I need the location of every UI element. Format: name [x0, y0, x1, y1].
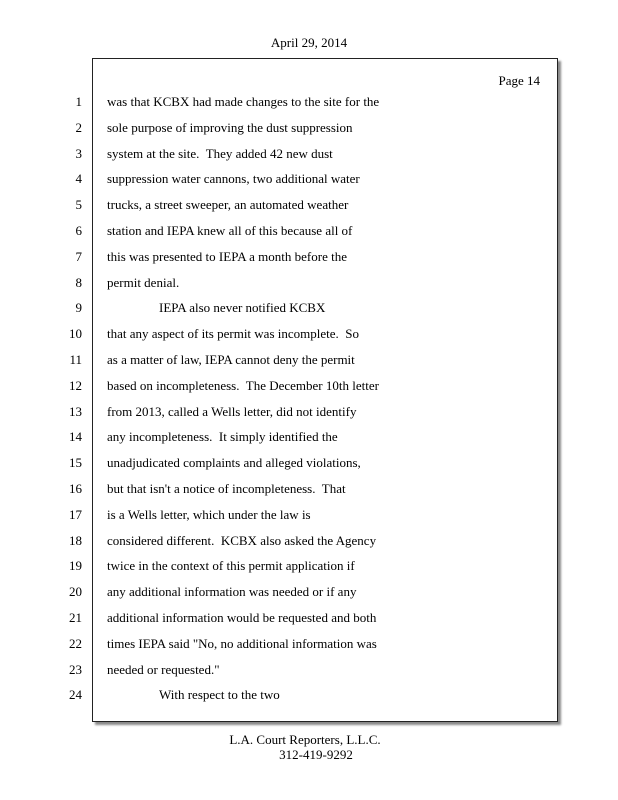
line-number: 11 [69, 351, 82, 367]
transcript-line: any incompleteness. It simply identified the [107, 429, 338, 445]
transcript-line: permit denial. [107, 274, 180, 290]
footer-company: L.A. Court Reporters, L.L.C. [229, 732, 381, 747]
transcript-line: unadjudicated complaints and alleged violations, [107, 455, 361, 471]
footer [0, 732, 618, 762]
line-number: 23 [69, 661, 82, 677]
line-number: 13 [69, 403, 82, 419]
line-number: 19 [69, 558, 82, 574]
line-number: 21 [69, 609, 82, 625]
transcript-line: considered different. KCBX also asked the Agency [107, 532, 377, 548]
transcript-text [107, 93, 547, 712]
page-number: Page 14 [498, 73, 540, 88]
line-number: 12 [69, 377, 82, 393]
line-number: 2 [75, 119, 82, 135]
line-number: 17 [69, 506, 82, 522]
transcript-line: additional information would be requested and both [107, 609, 377, 625]
line-number: 24 [69, 687, 82, 703]
transcript-line: IEPA also never notified KCBX [159, 300, 326, 316]
line-number: 15 [69, 455, 82, 471]
transcript-line: twice in the context of this permit application if [107, 558, 355, 574]
transcript-line: station and IEPA knew all of this because all of [107, 222, 353, 238]
transcript-line: times IEPA said "No, no additional information was [107, 635, 377, 651]
transcript-line: was that KCBX had made changes to the site for the [107, 94, 380, 109]
transcript-line: needed or requested." [107, 661, 220, 677]
line-number: 16 [69, 480, 82, 496]
transcript-line: system at the site. They added 42 new dust [107, 145, 333, 161]
transcript-line: from 2013, called a Wells letter, did not identify [107, 403, 357, 419]
line-number: 6 [75, 222, 82, 238]
line-number: 18 [69, 532, 82, 548]
transcript-line: is a Wells letter, which under the law is [107, 506, 311, 522]
line-number-column [0, 93, 82, 712]
line-number: 1 [75, 94, 82, 109]
transcript-line: based on incompleteness. The December 10th letter [107, 377, 379, 393]
line-number: 22 [69, 635, 82, 651]
header-date: April 29, 2014 [270, 35, 348, 50]
transcript-line: suppression water cannons, two additional water [107, 171, 360, 187]
transcript-line: With respect to the two [159, 687, 280, 703]
line-number: 9 [75, 300, 82, 316]
line-number: 8 [75, 274, 82, 290]
line-number: 20 [69, 584, 82, 600]
line-number: 14 [69, 429, 82, 445]
line-number: 3 [75, 145, 82, 161]
transcript-line: this was presented to IEPA a month before the [107, 248, 347, 264]
transcript-line: any additional information was needed or if any [107, 584, 357, 600]
line-number: 7 [75, 248, 82, 264]
transcript-line: that any aspect of its permit was incomplete. So [107, 326, 359, 342]
transcript-line: sole purpose of improving the dust suppression [107, 119, 353, 135]
transcript-line: trucks, a street sweeper, an automated weather [107, 197, 349, 213]
footer-phone: 312-419-9292 [279, 747, 353, 762]
line-number: 5 [75, 197, 82, 213]
transcript-line: as a matter of law, IEPA cannot deny the permit [107, 351, 355, 367]
transcript-line: but that isn't a notice of incompleteness. That [107, 480, 346, 496]
line-number: 10 [69, 326, 82, 342]
line-number: 4 [75, 171, 82, 187]
